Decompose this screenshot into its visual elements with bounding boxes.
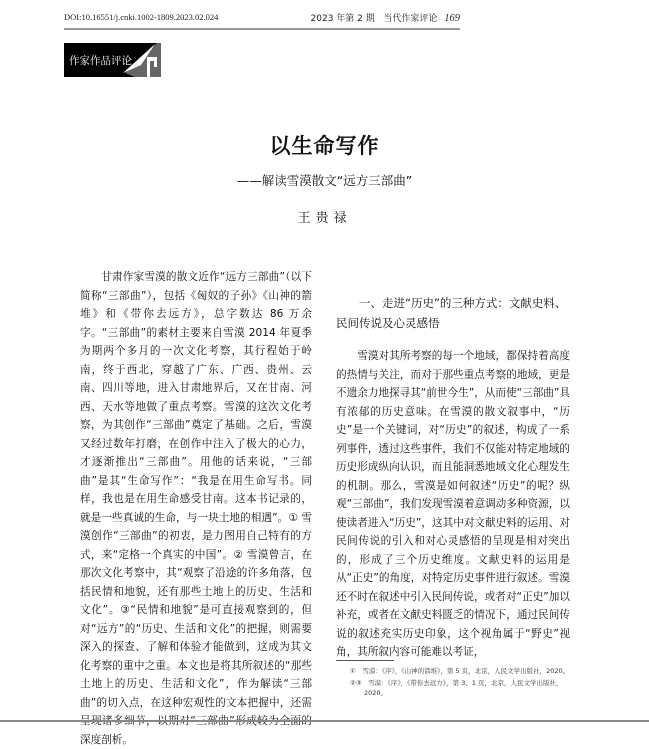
footnote-rule [336,660,394,661]
body-paragraph [80,268,312,749]
footnotes [350,666,575,700]
journal-info [311,11,460,24]
right-column [336,347,570,662]
section-tag-label: 作家作品评论 [69,55,132,67]
paragraph-part: 甘肃作家雪漠的散文近作“远方三部曲”（以下简称“三部曲”），包括《匈奴的子孙》《山神的箭堆》和《带你去远方》，总字数达 86 万余字。“三部曲”的素材主要来自雪漠 2014 年夏季为期两个多月的一次文化考察，其行程始于岭南，终于西北，穿越了广东、广西、贵州、云南、四川等地，进入甘肃地界后，又在甘南、河西、天水等地做了重点考察。雪漠的这次文化考察，为其创作“三部曲”奠定了基础。之后，雪漠又经过数年打磨，在创作中注入了极大的心力，才逐渐推出“三部曲”。用他的话来说，“三部曲”是其“生命写作”：“我是在用生命写书。同样，我也是在用生命感受甘南。这本书记录的，就是一些真诚的生命，与一块土地的相遇”。 [80,271,312,524]
paragraph-part: ③“民情和地貌”是可直接观察到的，但对“远方”的“历史、生活和文化”的把握，则需要深入的探查、了解和体验才能做到，这成为其文化考察的重中之重。本文也是将其所叙述的“那些土地上的历史、生活和文化”，作为解读“三部曲”的切入点，在这种宏观性的文本把握中，还需 深度剖析。 [80,604,312,746]
article-subtitle: ——解读雪漠散文“远方三部曲” [236,173,413,188]
page-number: 169 [444,13,460,24]
section-tag [64,43,161,77]
section-logo-icon [121,43,161,77]
running-header [64,12,460,28]
header-rule [64,28,460,30]
footnote: ① 雪漠：《序》，《山神的箭堆》，第 5 页，北京，人民文学出版社，2020。 [350,667,570,675]
paragraph-part: ① 雪漠创作“三部曲”的初衷，是力图用自己特有的方式，来“定格一个真实的中国”。 [80,511,312,561]
paragraph-part: ② 雪漠曾言，在那次文化考察中，其“观察了沿途的许多角落，包括民情和地貌，还有那些土地上的历史、生活和文化”。 [80,548,312,616]
article-title: 以生命写作 [269,133,380,158]
section-heading: 一、走进“历史”的三种方式：文献史料、民间传说及心灵感悟 [336,296,567,330]
body-paragraph: 雪漠对其所考察的每一个地域，都保持着高度的热情与关注，而对于那些重点考察的地域，更是不遗余力地探寻其“前世今生”，从而使“三部曲”具有浓郁的历史意味。在雪漠的散文叙事中，“历史”是一个关键词，对“历史”的叙述，构成了一系列事件，透过这些事件，我们不仅能对特定地域的历史形成纵向认识，而且能洞悉地域文化心理发生的机制。那么，雪漠是如何叙述“历史”的呢？纵观“三部曲”，我们发现雪漠着意调动多种资源，以使读者进入“历史”，这其中对文献史料的运用、对民间传说的引入和对心灵感悟的呈现是相对突出的，形成了三个历史维度。文献史料的运用是从“正史”的角度，对特定历史事件进行叙述。雪漠还不时在叙述中引入民间传说，或者对“正史”加以补充，或者在文献史料匮乏的情况下，通过民间传说的叙述充实历史印象，这个视角属于“野史”视角，其所叙内容可能难以考证， [336,350,570,658]
footnote: ②③ 雪漠：《序》，《带你去远方》，第 3、1 页，北京，人民文学出版社，2020。 [350,679,563,697]
article-author: 王贵禄 [297,211,352,226]
doi-text: DOI:10.16551/j.cnki.1002-1809.2023.02.024 [64,12,219,22]
issue-text: 2023 年第 2 期 [310,14,375,24]
left-column [80,268,312,749]
journal-name: 当代作家评论 [383,14,438,24]
